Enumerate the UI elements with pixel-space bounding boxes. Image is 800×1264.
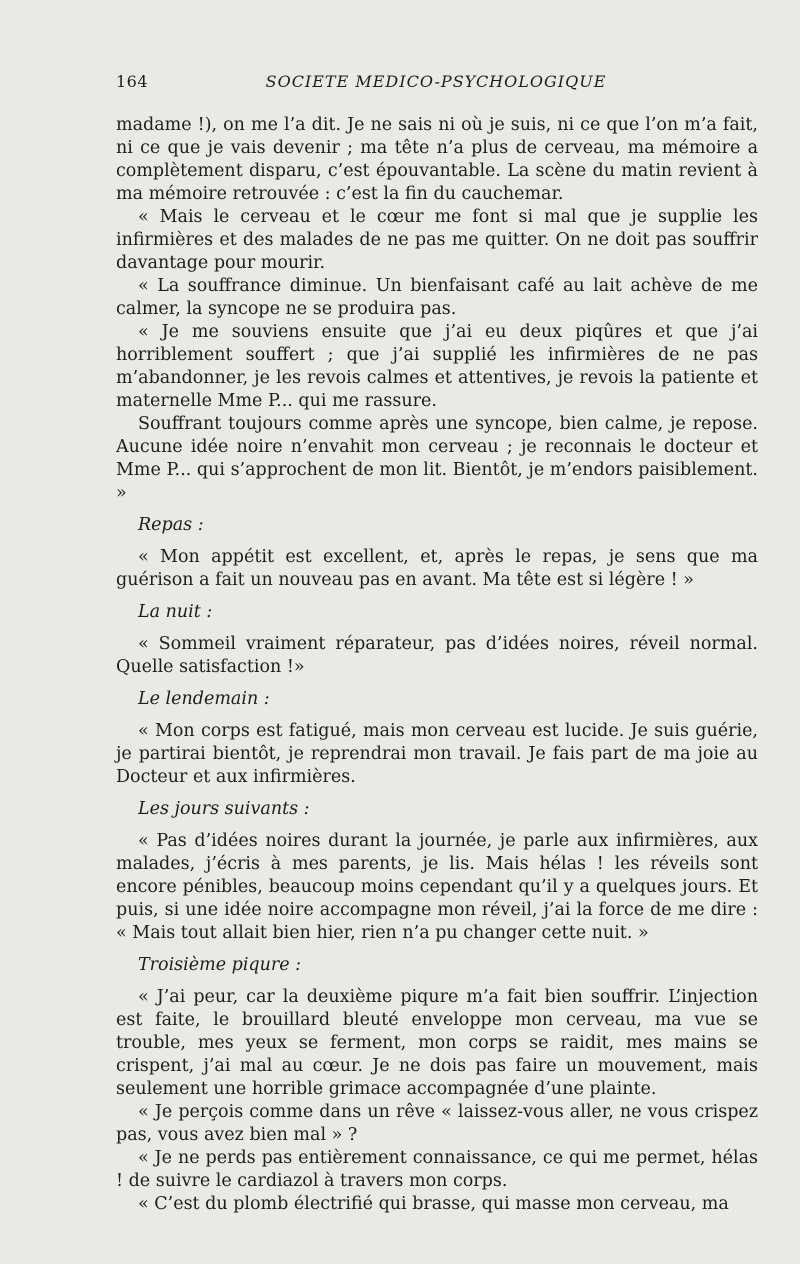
paragraph: « Mon appétit est excellent, et, après le repas, je sens que ma guérison a fait un nouveau pas en avant. Ma tête est si légère ! » [116,547,758,590]
section-heading: Troisième piqure : [138,955,302,975]
paragraph: « C’est du plomb électrifié qui brasse, qui masse mon cerveau, ma [138,1194,729,1214]
paragraph: « Pas d’idées noires durant la journée, je parle aux infirmières, aux malades, j’écris à mes parents, je lis. Mais hélas ! les réveils sont encore pénibles, beaucoup moins cependant qu’il y a quelques jours. Et puis, si une idée noire accompagne mon réveil, j’ai la force de me dire : « Mais tout allait bien hier, rien n’a pu changer cette nuit. » [116,831,758,943]
paragraph: Souffrant toujours comme après une syncope, bien calme, je repose. Aucune idée noire n’envahit mon cerveau ; je reconnais le docteur et Mme P... qui s’approchent de mon lit. Bientôt, je m’endors paisiblement. » [116,414,758,503]
paragraph: « Je me souviens ensuite que j’ai eu deux piqûres et que j’ai horriblement souffert ; que j’ai supplié les infirmières de ne pas m’abandonner, je les revois calmes et attentives, je revois la patiente et maternelle Mme P... qui me rassure. [116,322,758,411]
page-header [116,72,756,100]
section-heading: La nuit : [138,602,213,622]
paragraph: « Sommeil vraiment réparateur, pas d’idées noires, réveil normal. Quelle satisfaction !» [116,634,758,677]
page-number: 164 [116,72,149,91]
body-text [116,114,758,1216]
running-title: SOCIETE MEDICO-PSYCHOLOGIQUE [265,72,607,91]
paragraph: « Je ne perds pas entièrement connaissance, ce qui me permet, hélas ! de suivre le cardiazol à travers mon corps. [116,1148,758,1191]
section-heading: Les jours suivants : [138,799,310,819]
paragraph: « Mais le cerveau et le cœur me font si mal que je supplie les infirmières et des malades de ne pas me quitter. On ne doit pas souffrir davantage pour mourir. [116,207,758,273]
paragraph: madame !), on me l’a dit. Je ne sais ni où je suis, ni ce que l’on m’a fait, ni ce que je vais devenir ; ma tête n’a plus de cerveau, ma mémoire a complètement disparu, c’est épouvantable. La scène du matin revient à ma mémoire retrouvée : c’est la fin du cauchemar. [116,115,758,204]
section-heading: Repas : [138,515,204,535]
section-heading: Le lendemain : [138,689,270,709]
paragraph: « Je perçois comme dans un rêve « laissez-vous aller, ne vous crispez pas, vous avez bien mal » ? [116,1102,758,1145]
paragraph: « Mon corps est fatigué, mais mon cerveau est lucide. Je suis guérie, je partirai bientôt, je reprendrai mon travail. Je fais part de ma joie au Docteur et aux infirmières. [116,721,758,787]
paragraph: « La souffrance diminue. Un bienfaisant café au lait achève de me calmer, la syncope ne se produira pas. [116,276,758,319]
paragraph: « J’ai peur, car la deuxième piqure m’a fait bien souffrir. L’injection est faite, le brouillard bleuté enveloppe mon cerveau, ma vue se trouble, mes yeux se ferment, mon corps se raidit, mes mains se crispent, j’ai mal au cœur. Je ne dois pas faire un mouvement, mais seulement une horrible grimace accompagnée d’une plainte. [116,987,758,1099]
